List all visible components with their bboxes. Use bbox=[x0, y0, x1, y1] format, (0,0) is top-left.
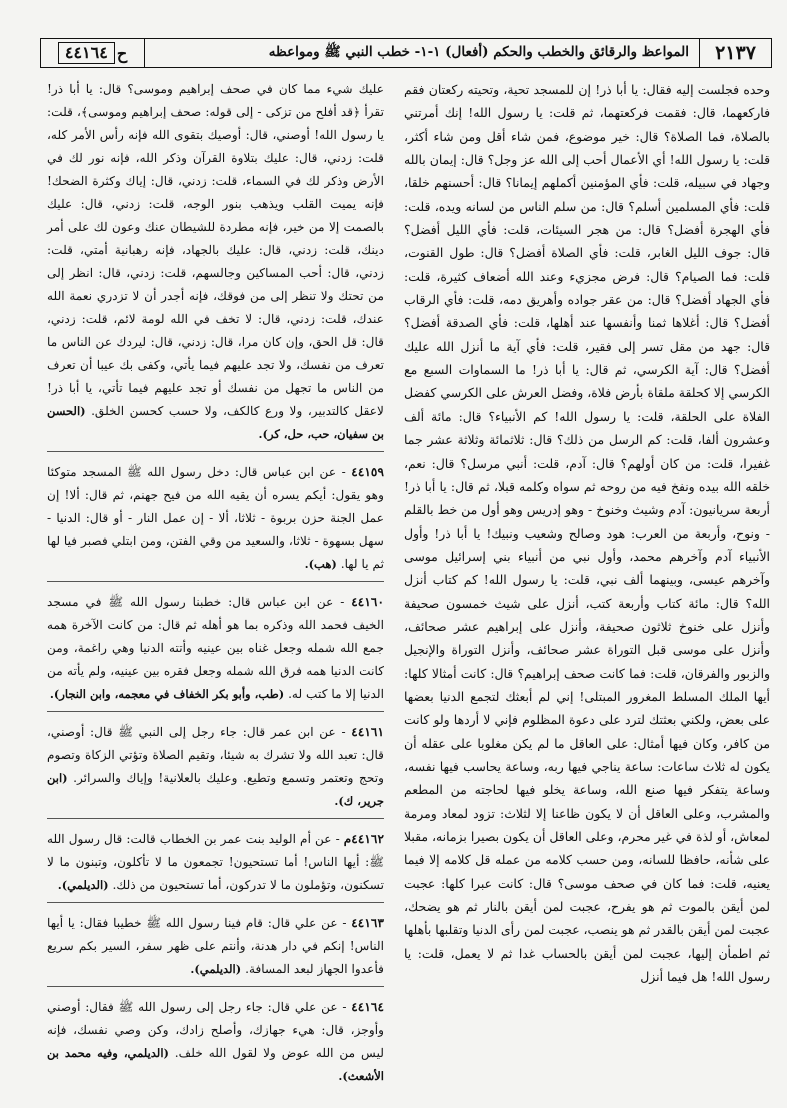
page-number: ٢١٣٧ bbox=[699, 39, 771, 67]
divider bbox=[47, 818, 384, 819]
hadith-entry bbox=[47, 721, 384, 813]
hadith-entry bbox=[47, 461, 384, 576]
hadith-prefix: ح bbox=[116, 43, 128, 63]
hadith-entry bbox=[47, 996, 384, 1088]
hadith-number: ٤٤١٥٩ bbox=[351, 465, 385, 479]
volume-hadith-range bbox=[41, 39, 145, 67]
hadith-number: ٤٤١٦٠ bbox=[351, 595, 384, 609]
divider bbox=[47, 902, 384, 903]
divider bbox=[47, 581, 384, 582]
hadith-text: - عن علي قال: قام فينا رسول الله ﷺ خطيبا فقال: يا أيها الناس! إنكم في دار هدنة، وأنتم على ظهر سفر، السير بكم سريع فأعدوا الجهاز لبعد المسافة. bbox=[47, 916, 384, 976]
running-title: المواعظ والرقائق والخطب والحكم (أفعال) ١-١- خطب النبي ﷺ ومواعظه bbox=[268, 44, 689, 60]
hadith-text: - عن ابن عمر قال: جاء رجل إلى النبي ﷺ قال: أوصني، قال: تعبد الله ولا تشرك به شيئا، وتقيم الصلاة وتؤتي الزكاة وتصوم وتحج وتعتمر وتسمع وتطيع. وعليك بالعلانية! وإياك والسرائر. bbox=[47, 725, 384, 785]
continuation-paragraph: وحده فجلست إليه فقال: يا أبا ذر! إن للمسجد تحية، وتحيته ركعتان فقم فاركعهما، قال: فقمت فركعتهما، ثم قلت: يا رسول الله! إنك أمرتني بالصلاة، فما الصلاة؟ قال: خير موضوع، فمن شاء أقل ومن شاء أكثر، قلت: يا رسول الله! أي الأعمال أحب إلى الله عز وجل؟ قال: إيمان بالله وجهاد في سبيله، قلت: فأي المؤمنين أكملهم إيمانا؟ قال: أحسنهم خلقا، قلت: فأي المسلمين أسلم؟ قال: من سلم الناس من لسانه ويده، قلت: فأي الهجرة أفضل؟ قال: من هجر السيئات، قلت: فأي الليل أفضل؟ قال: جوف الليل الغابر، قلت: فأي الصلاة أفضل؟ قال: طول القنوت، قلت: فما الصيام؟ قال: فرض مجزيء وعند الله أضعاف كثيرة، قلت: فأي الجهاد أفضل؟ قال: من عقر جواده وأهريق دمه، قلت: فأي الرقاب أفضل؟ قال: أغلاها ثمنا وأنفسها عند أهلها، قلت: فأي الصدقة أفضل؟ قال: جهد من مقل تسر إلى فقير، قلت: فأي آية ما أنزل الله عليك أفضل؟ قال: آية الكرسي، ثم قال: يا أبا ذر! ما السماوات السبع مع الكرسي إلا كحلقة ملقاة بأرض فلاة، وفضل العرش على الكرسي كفضل الفلاة على الحلقة، قلت: يا رسول الله! كم الأنبياء؟ قال: مائة ألف وعشرون ألفا، قلت: كم الرسل من ذلك؟ قال: ثلاثمائة وثلاثة عشر جما غفيرا، قلت: من كان أولهم؟ قال: آدم، قلت: أنبي مرسل؟ قال: نعم، خلقه الله بيده ونفخ فيه من روحه ثم سواه وكلمه قبلا، ثم قال: يا أبا ذر! أربعة سريانيون: آدم وشيث وخنوخ - وهو إدريس وهو أول من خط بالقلم - ونوح، وأربعة من العرب: هود وصالح وشعيب ونبيك! يا أبا ذر! وأول الأنبياء آدم وآخرهم محمد، وأول نبي من أنبياء بني إسرائيل موسى وآخرهم عيسى، وبينهما ألف نبي، قلت: يا رسول الله! كم كتاب أنزل الله؟ قال: مائة كتاب وأربعة كتب، أنزل على شيث خمسون صحيفة وأنزل على خنوخ ثلاثون صحيفة، وأنزل على إبراهيم عشر صحائف، وأنزل على موسى قبل التوراة عشر صحائف، وأنزل التوراة والإنجيل والزبور والفرقان، قلت: فما كانت صحف إبراهيم؟ قال: كانت أمثالا كلها: أيها الملك المسلط المغرور المبتلى! إني لم أبعثك لتجمع الدنيا بعضها على بعض، ولكني بعثتك لترد على دعوة المظلوم فإني لا أردها ولو كانت من كافر، وكان فيها أمثال: على العاقل ما لم يكن مغلوبا على عقله أن يكون له ثلاث ساعات: ساعة يناجي فيها ربه، وساعة يحاسب فيها نفسه، وساعة يتفكر فيها صنع الله، وساعة يخلو فيها لحاجته من المطعم والمشرب، وعلى العاقل أن لا يكون ظاعنا إلا لثلاث: تزود لمعاد ومرمة لمعاش، أو لذة في غير محرم، وعلى العاقل أن يكون بصيرا بزمانه، مقبلا على شأنه، حافظا للسانه، ومن حسب كلامه من عمله قل كلامه إلا فيما يعنيه، قلت: فما كان في صحف موسى؟ قال: كانت عبرا كلها: عجبت لمن أيقن بالموت ثم هو يفرح، عجبت لمن أيقن بالنار ثم هو يضحك، عجبت لمن أيقن بالقدر ثم هو ينصب، عجبت لمن رأى الدنيا وتقلبها بأهلها ثم اطمأن إليها، عجبت لمن أيقن بالحساب غدا ثم لا يعمل، قلت: يا رسول الله! هل فيما أنزل bbox=[404, 82, 770, 985]
hadith-text: - عن أم الوليد بنت عمر بن الخطاب قالت: قال رسول الله ﷺ: أيها الناس! أما تستحيون! تجمعون ما لا تأكلون، وتبنون ما لا تسكنون، وتؤملون ما لا تدركون، أما تستحيون من ذلك. bbox=[47, 832, 384, 892]
hadith-number: ٤٤١٦١ bbox=[351, 725, 385, 739]
source-citation: (الحسن بن سفيان، حب، حل، كر). bbox=[47, 404, 384, 441]
source-citation: (الديلمي). bbox=[190, 962, 242, 976]
left-column bbox=[47, 78, 384, 1088]
divider bbox=[47, 711, 384, 712]
hadith-entry bbox=[47, 912, 384, 981]
hadith-entry bbox=[47, 591, 384, 706]
hadith-number: ٤٤١٦٣ bbox=[351, 916, 384, 930]
running-header bbox=[40, 38, 772, 68]
hadith-text: - عن ابن عباس قال: خطبنا رسول الله ﷺ في مسجد الخيف فحمد الله وذكره بما هو أهله ثم قال: من كانت الآخرة همه جمع الله شمله وجعل غناه بين عينيه وأتته الدنيا وهي راغمة، ومن كانت الدنيا همه فرق الله شمله وجعل فقره بين عينيه، ولم يأته من الدنيا إلا ما كتب له. bbox=[47, 595, 384, 701]
hadith-text: - عن علي قال: جاء رجل إلى رسول الله ﷺ فقال: أوصني وأوجز، قال: هيء جهازك، وأصلح زادك، وكن وصي نفسك، فإنه ليس من الله عوض ولا لقول الله خلف. bbox=[47, 1000, 384, 1060]
source-citation: (هب). bbox=[304, 557, 337, 571]
divider bbox=[47, 451, 384, 452]
source-citation: (الديلمي). bbox=[57, 878, 109, 892]
right-column bbox=[404, 78, 770, 988]
hadith-text: - عن ابن عباس قال: دخل رسول الله ﷺ المسجد متوكئا وهو يقول: أيكم يسره أن يقيه الله من فيح جهنم، ثم قال: ألا! إن عمل الجنة حزن بربوة - ثلاثا، ألا - إن عمل النار - أو قال: الدنيا - سهل بسهوة - ثلاثا، والسعيد من وقي الفتن، ومن ابتلي فصبر فيا لها ثم يا لها. bbox=[47, 465, 384, 571]
divider bbox=[47, 986, 384, 987]
source-citation: (الديلمي، وفيه محمد بن الأشعث). bbox=[47, 1046, 384, 1083]
source-citation: (ابن جرير، ك). bbox=[47, 771, 384, 808]
continuation-paragraph bbox=[47, 78, 384, 446]
hadith-number: ٤٤١٦٢م bbox=[343, 832, 385, 846]
hadith-number-box: ٤٤١٦٤ bbox=[58, 42, 115, 64]
hadith-number: ٤٤١٦٤ bbox=[351, 1000, 384, 1014]
hadith-entry bbox=[47, 828, 384, 897]
paragraph-text: عليك شيء مما كان في صحف إبراهيم وموسى؟ قال: يا أبا ذر! تقرأ ﴿قد أفلح من تزكى - إلى قوله: صحف إبراهيم وموسى﴾، قلت: يا رسول الله! أوصني، قال: أوصيك بتقوى الله فإنه رأس الأمر كله، قلت: زدني، قال: عليك بتلاوة القرآن وذكر الله، فإنه نور لك في الأرض وذكر لك في السماء، قلت: زدني، قال: إياك وكثرة الضحك! فإنه يميت القلب ويذهب بنور الوجه، قلت: زدني، قال: عليك بالصمت إلا من خير، فإنه مطردة للشيطان عنك وعون لك على أمر دينك، قلت: زدني، قال: عليك بالجهاد، فإنه رهبانية أمتي، قلت: زدني، قال: أحب المساكين وجالسهم، قلت: زدني، قال: انظر إلى من تحتك ولا تنظر إلى من فوقك، فإنه أجدر أن لا تزدري نعمة الله عندك، قلت: زدني، قال: لا تخف في الله لومة لائم، قلت: زدني، قال: قل الحق، وإن كان مرا، قال: زدني، قال: ليردك عن الناس ما تعرف من نفسك، ولا تجد عليهم فيما يأتي، وكفى بك عيبا أن تعرف من الناس ما تجهل من نفسك أو تجد عليهم فيما تأتي، يا أبا ذر! لاعقل كالتدبير، ولا ورع كالكف، ولا حسب كحسن الخلق. bbox=[47, 82, 384, 418]
source-citation: (طب، وأبو بكر الخفاف في معجمه، وابن النجار). bbox=[49, 687, 285, 701]
